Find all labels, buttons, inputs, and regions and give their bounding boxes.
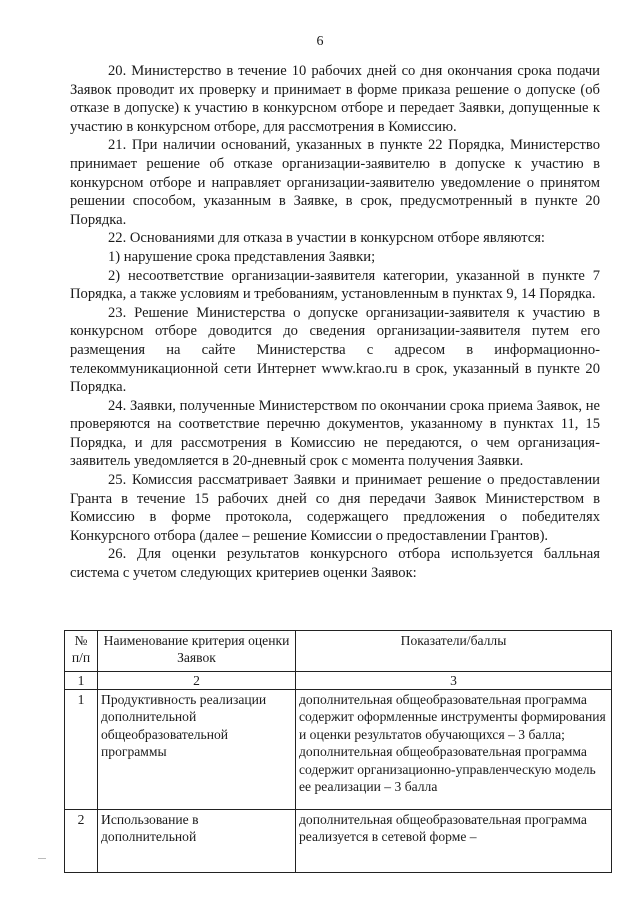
header-indicators: Показатели/баллы [296,631,612,672]
paragraph-23: 23. Решение Министерства о допуске организации-заявителя к участию в конкурсном отборе доводится до сведения организации-заявителя путем его размещения на сайте Министерства с адресом в информационно-телекоммуникационной сети Интернет www.krao.ru в срок, указанный в пункте 20 Порядка. [70,304,600,396]
paragraph-22: 22. Основаниями для отказа в участии в конкурсном отборе являются: [108,230,545,247]
table-header-row [65,631,612,672]
body-text [70,62,600,583]
paragraph-26: 26. Для оценки результатов конкурсного отбора используется балльная система с учетом следующих критериев оценки Заявок: [70,546,600,582]
criterion-indicators: дополнительная общеобразовательная программа содержит оформленные инструменты формирования и оценки результатов обучающихся – 3 балла; дополнительная общеобразовательная программа содержит организационно-управленческую модель ее реализации – 3 балла [296,690,612,810]
paragraph-22-item-2: 2) несоответствие организации-заявителя категории, указанной в пункте 7 Порядка, а также условиям и требованиям, установленным в пунктах 9, 14 Порядка. [70,267,600,303]
row-number: 1 [65,690,98,810]
table-row [65,690,612,810]
criterion-name: Использование в дополнительной [98,810,296,873]
paragraph-24: 24. Заявки, полученные Министерством по окончании срока приема Заявок, не проверяются на соответствие перечню документов, указанному в пунктах 11, 15 Порядка, и для рассмотрения в Комиссию не передаются, о чем организация-заявитель уведомляется в 20-дневный срок с момента получения Заявки. [70,397,600,470]
header-number: № п/п [65,631,98,672]
table-row [65,810,612,873]
header-criterion: Наименование критерия оценки Заявок [98,631,296,672]
column-number-1: 1 [65,672,98,690]
row-number: 2 [65,810,98,873]
scan-mark [38,858,46,859]
column-number-3: 3 [296,672,612,690]
table-numbering-row [65,672,612,690]
column-number-2: 2 [98,672,296,690]
paragraph-20: 20. Министерство в течение 10 рабочих дней со дня окончания срока подачи Заявок проводит их проверку и принимает в форме приказа решение о допуске (об отказе в допуске) к участию в конкурсном отборе и передает Заявки, допущенные к участию в конкурсном отборе, для рассмотрения в Комиссию. [70,63,600,135]
paragraph-25: 25. Комиссия рассматривает Заявки и принимает решение о предоставлении Гранта в течение 15 рабочих дней со дня передачи Заявок Министерством в Комиссию в форме протокола, содержащего предложения о победителях Конкурсного отбора (далее – решение Комиссии о предоставлении Грантов). [70,472,600,544]
criterion-name: Продуктивность реализации дополнительной общеобразовательной программы [98,690,296,810]
paragraph-22-item-1: 1) нарушение срока представления Заявки; [108,248,376,265]
page-number: 6 [316,34,324,49]
paragraph-21: 21. При наличии оснований, указанных в пункте 22 Порядка, Министерство принимает решение об отказе организации-заявителю в допуске к участию в конкурсном отборе и направляет организации-заявителю уведомление о принятом решении способом, указанным в Заявке, в срок, предусмотренный в пункте 20 Порядка. [70,137,600,228]
criteria-table [64,630,612,873]
criterion-indicators: дополнительная общеобразовательная программа реализуется в сетевой форме – [296,810,612,873]
